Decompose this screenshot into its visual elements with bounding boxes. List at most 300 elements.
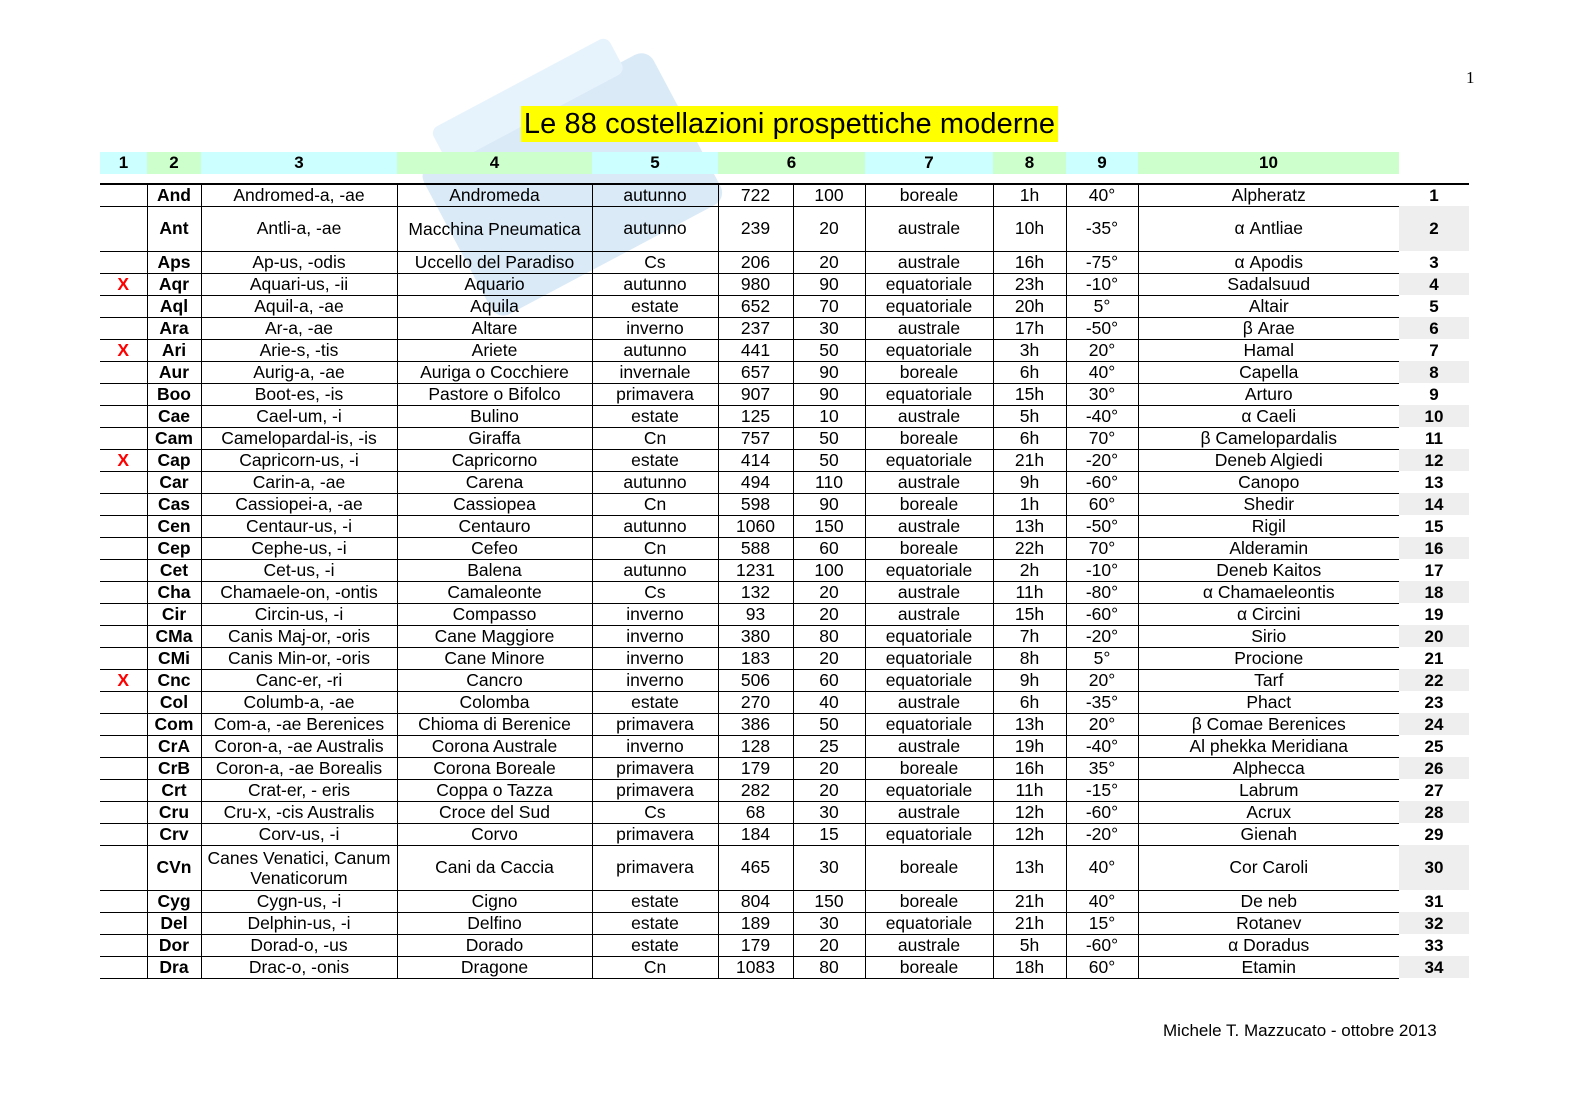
italian-name-cell: Altare — [397, 317, 592, 339]
x-mark — [100, 251, 147, 273]
principal-star-cell: Hamal — [1138, 339, 1399, 361]
x-mark: X — [100, 339, 147, 361]
row-index-cell: 15 — [1424, 516, 1444, 536]
hemisphere-cell: equatoriale — [865, 912, 993, 934]
hemisphere-cell: australe — [865, 515, 993, 537]
stars-cell: 30 — [793, 317, 865, 339]
right-ascension-cell: 5h — [993, 934, 1066, 956]
table-row — [100, 890, 1469, 912]
italian-name-cell: Auriga o Cocchiere — [397, 361, 592, 383]
area-cell: 1060 — [718, 515, 793, 537]
row-index-cell: 31 — [1424, 891, 1444, 911]
declination-cell: -75° — [1066, 251, 1138, 273]
hemisphere-cell: australe — [865, 206, 993, 251]
italian-name-cell: Dragone — [397, 956, 592, 978]
principal-star-cell: Canopo — [1138, 471, 1399, 493]
declination-cell: -60° — [1066, 471, 1138, 493]
area-cell: 239 — [718, 206, 793, 251]
season-cell: inverno — [592, 669, 718, 691]
right-ascension-cell: 13h — [993, 713, 1066, 735]
right-ascension-cell: 20h — [993, 295, 1066, 317]
area-cell: 757 — [718, 427, 793, 449]
season-cell: primavera — [592, 713, 718, 735]
area-cell: 179 — [718, 757, 793, 779]
italian-name-cell: Coppa o Tazza — [397, 779, 592, 801]
area-cell: 652 — [718, 295, 793, 317]
x-mark — [100, 823, 147, 845]
latin-name-cell: Carin-a, -ae — [201, 471, 397, 493]
season-cell: inverno — [592, 603, 718, 625]
season-cell: inverno — [592, 317, 718, 339]
hemisphere-cell: boreale — [865, 845, 993, 890]
principal-star-cell: Sirio — [1138, 625, 1399, 647]
table-row — [100, 295, 1469, 317]
declination-cell: -10° — [1066, 559, 1138, 581]
italian-name-cell: Ariete — [397, 339, 592, 361]
declination-cell: 20° — [1066, 339, 1138, 361]
stars-cell: 90 — [793, 273, 865, 295]
table-row — [100, 779, 1469, 801]
season-cell: autunno — [592, 339, 718, 361]
page-number: 1 — [1466, 68, 1475, 87]
row-index-cell: 28 — [1399, 801, 1469, 823]
table-row — [100, 317, 1469, 339]
principal-star-cell: Arturo — [1138, 383, 1399, 405]
latin-name-cell: Arie-s, -tis — [201, 339, 397, 361]
abbreviation-cell: Com — [147, 713, 201, 735]
footer-credit: Michele T. Mazzucato - ottobre 2013 — [1163, 1021, 1437, 1040]
latin-name-cell: Canc-er, -ri — [201, 669, 397, 691]
latin-name-cell: Com-a, -ae Berenices — [201, 713, 397, 735]
season-cell: estate — [592, 691, 718, 713]
latin-name-cell: Delphin-us, -i — [201, 912, 397, 934]
italian-name-cell: Corona Australe — [397, 735, 592, 757]
principal-star-cell: Acrux — [1138, 801, 1399, 823]
season-cell: inverno — [592, 625, 718, 647]
latin-name-cell: Ap-us, -odis — [201, 251, 397, 273]
row-index-cell: 18 — [1399, 581, 1469, 603]
stars-cell: 90 — [793, 493, 865, 515]
abbreviation-cell: Cae — [147, 405, 201, 427]
stars-cell: 90 — [793, 361, 865, 383]
hemisphere-cell: equatoriale — [865, 647, 993, 669]
hemisphere-cell: equatoriale — [865, 559, 993, 581]
area-cell: 93 — [718, 603, 793, 625]
x-mark — [100, 515, 147, 537]
stars-cell: 20 — [793, 757, 865, 779]
italian-name-cell: Giraffa — [397, 427, 592, 449]
season-cell: primavera — [592, 779, 718, 801]
stars-cell: 50 — [793, 427, 865, 449]
column-header: 1 — [100, 152, 147, 174]
principal-star-cell: Capella — [1138, 361, 1399, 383]
table-row — [100, 625, 1469, 647]
stars-cell: 20 — [793, 581, 865, 603]
abbreviation-cell: Cam — [147, 427, 201, 449]
x-mark — [100, 647, 147, 669]
hemisphere-cell: australe — [865, 581, 993, 603]
hemisphere-cell: equatoriale — [865, 779, 993, 801]
latin-name-cell: Canes Venatici, Canum Venaticorum — [201, 845, 397, 890]
row-index-cell: 16 — [1399, 537, 1469, 559]
hemisphere-cell: equatoriale — [865, 295, 993, 317]
row-index-cell: 2 — [1399, 206, 1469, 251]
principal-star-cell: α Doradus — [1138, 934, 1399, 956]
season-cell: autunno — [592, 184, 718, 206]
table-row — [100, 339, 1469, 361]
table-row — [100, 537, 1469, 559]
x-mark — [100, 912, 147, 934]
column-header: 9 — [1066, 152, 1138, 174]
x-mark — [100, 317, 147, 339]
table-row — [100, 361, 1469, 383]
declination-cell: 40° — [1066, 845, 1138, 890]
season-cell: Cn — [592, 427, 718, 449]
principal-star-cell: Deneb Kaitos — [1138, 559, 1399, 581]
hemisphere-cell: australe — [865, 603, 993, 625]
x-mark — [100, 581, 147, 603]
declination-cell: 5° — [1066, 295, 1138, 317]
x-mark — [100, 603, 147, 625]
italian-name-cell: Centauro — [397, 515, 592, 537]
table-row — [100, 801, 1469, 823]
latin-name-cell: Aquil-a, -ae — [201, 295, 397, 317]
season-cell: autunno — [592, 273, 718, 295]
row-index-cell: 20 — [1399, 625, 1469, 647]
declination-cell: -60° — [1066, 801, 1138, 823]
italian-name-cell: Chioma di Berenice — [397, 713, 592, 735]
table-row — [100, 757, 1469, 779]
area-cell: 657 — [718, 361, 793, 383]
latin-name-cell: Circin-us, -i — [201, 603, 397, 625]
abbreviation-cell: Crv — [147, 823, 201, 845]
area-cell: 237 — [718, 317, 793, 339]
row-index-cell: 26 — [1399, 757, 1469, 779]
x-mark — [100, 934, 147, 956]
row-index-cell: 29 — [1424, 824, 1444, 844]
row-index-cell: 14 — [1399, 493, 1469, 515]
italian-name-cell: Capricorno — [397, 449, 592, 471]
abbreviation-cell: Aqr — [147, 273, 201, 295]
x-mark: X — [100, 273, 147, 295]
right-ascension-cell: 18h — [993, 956, 1066, 978]
declination-cell: -35° — [1066, 206, 1138, 251]
latin-name-cell: Cet-us, -i — [201, 559, 397, 581]
italian-name-cell: Colomba — [397, 691, 592, 713]
hemisphere-cell: australe — [865, 934, 993, 956]
right-ascension-cell: 5h — [993, 405, 1066, 427]
table-row — [100, 912, 1469, 934]
declination-cell: -40° — [1066, 735, 1138, 757]
area-cell: 380 — [718, 625, 793, 647]
declination-cell: 15° — [1066, 912, 1138, 934]
abbreviation-cell: Cep — [147, 537, 201, 559]
declination-cell: -50° — [1066, 515, 1138, 537]
table-row — [100, 956, 1469, 978]
stars-cell: 80 — [793, 956, 865, 978]
abbreviation-cell: Aps — [147, 251, 201, 273]
x-mark — [100, 493, 147, 515]
row-index-cell: 12 — [1399, 449, 1469, 471]
hemisphere-cell: equatoriale — [865, 625, 993, 647]
x-mark — [100, 801, 147, 823]
row-index-cell: 7 — [1429, 340, 1439, 360]
stars-cell: 80 — [793, 625, 865, 647]
italian-name-cell: Dorado — [397, 934, 592, 956]
hemisphere-cell: boreale — [865, 757, 993, 779]
italian-name-cell: Camaleonte — [397, 581, 592, 603]
abbreviation-cell: CVn — [147, 845, 201, 890]
hemisphere-cell: equatoriale — [865, 339, 993, 361]
table-row — [100, 735, 1469, 757]
season-cell: Cn — [592, 493, 718, 515]
row-index-cell: 25 — [1424, 736, 1444, 756]
abbreviation-cell: Cet — [147, 559, 201, 581]
right-ascension-cell: 6h — [993, 427, 1066, 449]
italian-name-cell: Cefeo — [397, 537, 592, 559]
stars-cell: 100 — [793, 184, 865, 206]
hemisphere-cell: boreale — [865, 956, 993, 978]
hemisphere-cell: equatoriale — [865, 823, 993, 845]
italian-name-cell: Cani da Caccia — [397, 845, 592, 890]
right-ascension-cell: 6h — [993, 361, 1066, 383]
abbreviation-cell: CrA — [147, 735, 201, 757]
stars-cell: 20 — [793, 647, 865, 669]
x-mark — [100, 625, 147, 647]
stars-cell: 150 — [793, 515, 865, 537]
italian-name-cell: Cassiopea — [397, 493, 592, 515]
italian-name-cell: Corona Boreale — [397, 757, 592, 779]
declination-cell: 40° — [1066, 890, 1138, 912]
stars-cell: 15 — [793, 823, 865, 845]
declination-cell: -10° — [1066, 273, 1138, 295]
right-ascension-cell: 21h — [993, 912, 1066, 934]
declination-cell: -40° — [1066, 405, 1138, 427]
right-ascension-cell: 8h — [993, 647, 1066, 669]
page-title: Le 88 costellazioni prospettiche moderne — [521, 106, 1058, 142]
row-index-cell: 34 — [1399, 956, 1469, 978]
declination-cell: -60° — [1066, 603, 1138, 625]
abbreviation-cell: Del — [147, 912, 201, 934]
abbreviation-cell: Aql — [147, 295, 201, 317]
latin-name-cell: Coron-a, -ae Borealis — [201, 757, 397, 779]
principal-star-cell: α Antliae — [1138, 206, 1399, 251]
abbreviation-cell: Car — [147, 471, 201, 493]
latin-name-cell: Andromed-a, -ae — [201, 184, 397, 206]
stars-cell: 20 — [793, 779, 865, 801]
stars-cell: 30 — [793, 801, 865, 823]
table-row — [100, 471, 1469, 493]
area-cell: 189 — [718, 912, 793, 934]
principal-star-cell: α Circini — [1138, 603, 1399, 625]
column-header: 7 — [865, 152, 993, 174]
stars-cell: 50 — [793, 339, 865, 361]
abbreviation-cell: Dor — [147, 934, 201, 956]
row-index-cell: 10 — [1399, 405, 1469, 427]
area-cell: 465 — [718, 845, 793, 890]
italian-name-cell: Cane Minore — [397, 647, 592, 669]
x-mark — [100, 735, 147, 757]
row-index-cell: 32 — [1399, 912, 1469, 934]
season-cell: autunno — [592, 559, 718, 581]
abbreviation-cell: CMi — [147, 647, 201, 669]
abbreviation-cell: Cas — [147, 493, 201, 515]
table-row — [100, 427, 1469, 449]
hemisphere-cell: australe — [865, 801, 993, 823]
principal-star-cell: Shedir — [1138, 493, 1399, 515]
right-ascension-cell: 13h — [993, 845, 1066, 890]
x-mark — [100, 713, 147, 735]
abbreviation-cell: Ari — [147, 339, 201, 361]
right-ascension-cell: 19h — [993, 735, 1066, 757]
declination-cell: -60° — [1066, 934, 1138, 956]
area-cell: 206 — [718, 251, 793, 273]
declination-cell: 30° — [1066, 383, 1138, 405]
stars-cell: 20 — [793, 251, 865, 273]
season-cell: Cn — [592, 956, 718, 978]
column-header: 6 — [718, 152, 865, 174]
area-cell: 183 — [718, 647, 793, 669]
hemisphere-cell: australe — [865, 405, 993, 427]
area-cell: 588 — [718, 537, 793, 559]
stars-cell: 110 — [793, 471, 865, 493]
area-cell: 441 — [718, 339, 793, 361]
table-row — [100, 449, 1469, 471]
hemisphere-cell: boreale — [865, 427, 993, 449]
area-cell: 804 — [718, 890, 793, 912]
latin-name-cell: Cephe-us, -i — [201, 537, 397, 559]
hemisphere-cell: equatoriale — [865, 713, 993, 735]
row-index-cell: 33 — [1424, 935, 1444, 955]
principal-star-cell: β Comae Berenices — [1138, 713, 1399, 735]
right-ascension-cell: 9h — [993, 669, 1066, 691]
declination-cell: -15° — [1066, 779, 1138, 801]
abbreviation-cell: Aur — [147, 361, 201, 383]
principal-star-cell: Tarf — [1138, 669, 1399, 691]
declination-cell: 60° — [1066, 956, 1138, 978]
area-cell: 184 — [718, 823, 793, 845]
principal-star-cell: β Arae — [1138, 317, 1399, 339]
table-row — [100, 273, 1469, 295]
row-index-cell: 30 — [1399, 845, 1469, 890]
x-mark — [100, 956, 147, 978]
season-cell: estate — [592, 449, 718, 471]
x-mark — [100, 559, 147, 581]
latin-name-cell: Canis Min-or, -oris — [201, 647, 397, 669]
row-index-cell: 8 — [1399, 361, 1469, 383]
area-cell: 414 — [718, 449, 793, 471]
season-cell: estate — [592, 890, 718, 912]
area-cell: 282 — [718, 779, 793, 801]
x-mark — [100, 383, 147, 405]
table-row — [100, 669, 1469, 691]
right-ascension-cell: 2h — [993, 559, 1066, 581]
x-mark — [100, 537, 147, 559]
hemisphere-cell: equatoriale — [865, 669, 993, 691]
principal-star-cell: Rigil — [1138, 515, 1399, 537]
stars-cell: 25 — [793, 735, 865, 757]
italian-name-cell: Aquila — [397, 295, 592, 317]
column-header-row — [100, 152, 1399, 174]
italian-name-cell: Delfino — [397, 912, 592, 934]
area-cell: 506 — [718, 669, 793, 691]
italian-name-cell: Balena — [397, 559, 592, 581]
abbreviation-cell: CrB — [147, 757, 201, 779]
principal-star-cell: α Apodis — [1138, 251, 1399, 273]
x-mark — [100, 890, 147, 912]
season-cell: inverno — [592, 647, 718, 669]
latin-name-cell: Ar-a, -ae — [201, 317, 397, 339]
right-ascension-cell: 23h — [993, 273, 1066, 295]
hemisphere-cell: australe — [865, 735, 993, 757]
abbreviation-cell: Col — [147, 691, 201, 713]
hemisphere-cell: equatoriale — [865, 383, 993, 405]
season-cell: autunno — [592, 206, 718, 251]
right-ascension-cell: 10h — [993, 206, 1066, 251]
hemisphere-cell: equatoriale — [865, 273, 993, 295]
stars-cell: 70 — [793, 295, 865, 317]
x-mark — [100, 757, 147, 779]
latin-name-cell: Camelopardal-is, -is — [201, 427, 397, 449]
table-row — [100, 206, 1469, 251]
abbreviation-cell: Boo — [147, 383, 201, 405]
principal-star-cell: α Caeli — [1138, 405, 1399, 427]
right-ascension-cell: 16h — [993, 251, 1066, 273]
hemisphere-cell: boreale — [865, 537, 993, 559]
table-row — [100, 691, 1469, 713]
italian-name-cell: Cane Maggiore — [397, 625, 592, 647]
row-index-cell: 19 — [1424, 604, 1444, 624]
declination-cell: 35° — [1066, 757, 1138, 779]
latin-name-cell: Coron-a, -ae Australis — [201, 735, 397, 757]
right-ascension-cell: 15h — [993, 603, 1066, 625]
season-cell: invernale — [592, 361, 718, 383]
area-cell: 179 — [718, 934, 793, 956]
column-header: 3 — [201, 152, 397, 174]
stars-cell: 30 — [793, 845, 865, 890]
area-cell: 386 — [718, 713, 793, 735]
season-cell: Cn — [592, 537, 718, 559]
table-body — [100, 184, 1469, 978]
abbreviation-cell: Dra — [147, 956, 201, 978]
principal-star-cell: Labrum — [1138, 779, 1399, 801]
principal-star-cell: Alpheratz — [1138, 184, 1399, 206]
latin-name-cell: Antli-a, -ae — [201, 206, 397, 251]
area-cell: 494 — [718, 471, 793, 493]
season-cell: Cs — [592, 251, 718, 273]
row-index-cell: 5 — [1429, 296, 1439, 316]
latin-name-cell: Cassiopei-a, -ae — [201, 493, 397, 515]
season-cell: autunno — [592, 471, 718, 493]
abbreviation-cell: Cap — [147, 449, 201, 471]
right-ascension-cell: 11h — [993, 581, 1066, 603]
abbreviation-cell: Cha — [147, 581, 201, 603]
column-header: 2 — [147, 152, 201, 174]
latin-name-cell: Aquari-us, -ii — [201, 273, 397, 295]
table-row — [100, 845, 1469, 890]
declination-cell: 70° — [1066, 537, 1138, 559]
declination-cell: 70° — [1066, 427, 1138, 449]
row-index-cell: 22 — [1399, 669, 1469, 691]
area-cell: 68 — [718, 801, 793, 823]
principal-star-cell: Alphecca — [1138, 757, 1399, 779]
principal-star-cell: Altair — [1138, 295, 1399, 317]
declination-cell: 40° — [1066, 184, 1138, 206]
row-index-cell: 27 — [1424, 780, 1444, 800]
table-row — [100, 405, 1469, 427]
area-cell: 598 — [718, 493, 793, 515]
hemisphere-cell: boreale — [865, 361, 993, 383]
